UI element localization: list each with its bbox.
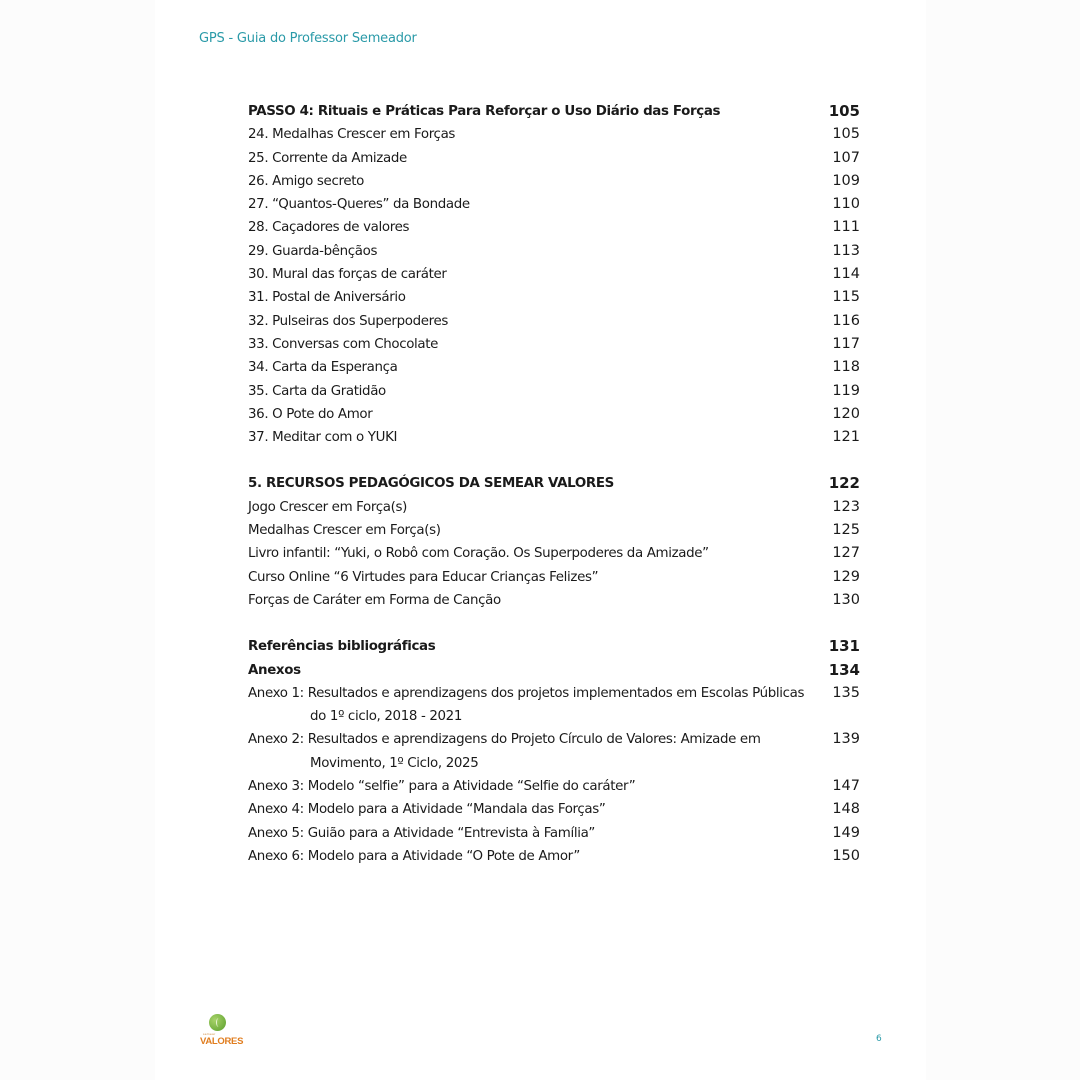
toc-section-heading[interactable]	[248, 659, 860, 682]
toc-entry-page: 139	[832, 731, 860, 748]
toc-entry-title: 36. O Pote do Amor	[248, 406, 373, 422]
toc-entry-page: 134	[828, 660, 860, 679]
table-of-contents	[248, 100, 860, 868]
toc-entry-title: Anexo 3: Modelo “selfie” para a Atividade “Selfie do caráter”	[248, 779, 636, 795]
semear-valores-logo	[200, 1014, 244, 1052]
toc-entry-title: 31. Postal de Aniversário	[248, 290, 406, 306]
toc-entry-title: 29. Guarda-bênçãos	[248, 243, 378, 259]
toc-entry-page: 120	[832, 405, 860, 422]
toc-entry-title: 27. “Quantos-Queres” da Bondade	[248, 197, 470, 213]
toc-entry-title: PASSO 4: Rituais e Práticas Para Reforçar o Uso Diário das Forças	[248, 104, 721, 119]
section-spacer	[248, 449, 860, 472]
toc-entry[interactable]	[248, 728, 860, 775]
toc-entry-title: 30. Mural das forças de caráter	[248, 267, 447, 283]
toc-entry-page: 127	[832, 545, 860, 562]
toc-entry[interactable]	[248, 240, 860, 263]
running-header: GPS - Guia do Professor Semeador	[199, 31, 417, 46]
toc-section-heading[interactable]	[248, 100, 860, 123]
toc-entry-page: 125	[832, 522, 860, 539]
toc-entry[interactable]	[248, 310, 860, 333]
toc-entry-page: 107	[832, 149, 860, 166]
toc-entry-title: Forças de Caráter em Forma de Canção	[248, 592, 501, 608]
toc-entry[interactable]	[248, 356, 860, 379]
toc-entry-title: 32. Pulseiras dos Superpoderes	[248, 313, 448, 329]
toc-entry-title: 25. Corrente da Amizade	[248, 150, 407, 166]
toc-entry-page: 122	[828, 474, 860, 493]
toc-entry[interactable]	[248, 775, 860, 798]
toc-entry-title: Anexos	[248, 662, 301, 678]
toc-entry-page: 116	[832, 312, 860, 329]
toc-entry-page: 109	[832, 172, 860, 189]
toc-entry-page: 123	[832, 498, 860, 515]
toc-entry-title: 26. Amigo secreto	[248, 173, 364, 189]
toc-entry-title: Jogo Crescer em Força(s)	[248, 499, 407, 515]
toc-entry-page: 121	[832, 429, 860, 446]
toc-entry[interactable]	[248, 286, 860, 309]
toc-entry[interactable]	[248, 542, 860, 565]
toc-entry-page: 111	[832, 219, 860, 236]
toc-entry-page: 147	[832, 778, 860, 795]
toc-entry[interactable]	[248, 845, 860, 868]
toc-entry[interactable]	[248, 496, 860, 519]
toc-section-heading[interactable]	[248, 472, 860, 495]
toc-entry-title: 24. Medalhas Crescer em Forças	[248, 127, 456, 143]
toc-entry[interactable]	[248, 263, 860, 286]
toc-entry-title: Livro infantil: “Yuki, o Robô com Coração. Os Superpoderes da Amizade”	[248, 546, 709, 562]
toc-entry[interactable]	[248, 566, 860, 589]
toc-entry[interactable]	[248, 170, 860, 193]
toc-entry[interactable]	[248, 682, 860, 729]
toc-entry-title: Anexo 6: Modelo para a Atividade “O Pote de Amor”	[248, 848, 580, 864]
toc-entry-title: Curso Online “6 Virtudes para Educar Crianças Felizes”	[248, 569, 599, 585]
toc-entry-page: 130	[832, 591, 860, 608]
toc-entry-page: 117	[832, 335, 860, 352]
toc-entry[interactable]	[248, 193, 860, 216]
toc-entry-title: Anexo 4: Modelo para a Atividade “Mandala das Forças”	[248, 802, 606, 818]
section-spacer	[248, 612, 860, 635]
leaf-icon	[216, 1018, 221, 1027]
toc-entry[interactable]	[248, 123, 860, 146]
toc-entry[interactable]	[248, 403, 860, 426]
toc-entry-title: 34. Carta da Esperança	[248, 360, 398, 376]
toc-entry-page: 114	[832, 266, 860, 283]
toc-entry-title: Medalhas Crescer em Força(s)	[248, 523, 441, 539]
logo-tagline: semear	[203, 1032, 216, 1036]
toc-entry[interactable]	[248, 380, 860, 403]
toc-entry-page: 105	[828, 102, 860, 120]
toc-entry-page: 113	[832, 242, 860, 259]
toc-entry-title: 35. Carta da Gratidão	[248, 383, 386, 399]
toc-entry-title: Anexo 1: Resultados e aprendizagens dos projetos implementados em Escolas Públicas do 1º ciclo, 2018 - 2021	[248, 685, 805, 725]
toc-entry[interactable]	[248, 822, 860, 845]
toc-entry-title: 5. RECURSOS PEDAGÓGICOS DA SEMEAR VALORES	[248, 476, 614, 492]
toc-entry-title: Anexo 5: Guião para a Atividade “Entrevista à Família”	[248, 825, 596, 841]
toc-entry[interactable]	[248, 519, 860, 542]
toc-entry-title: 33. Conversas com Chocolate	[248, 336, 439, 352]
toc-entry-page: 149	[832, 824, 860, 841]
toc-section-heading[interactable]	[248, 635, 860, 658]
toc-entry-page: 115	[832, 289, 860, 306]
toc-entry-page: 105	[832, 126, 860, 143]
toc-entry[interactable]	[248, 426, 860, 449]
toc-entry-page: 131	[828, 637, 860, 656]
toc-entry-title: Anexo 2: Resultados e aprendizagens do Projeto Círculo de Valores: Amizade em Movimento, 1º Ciclo, 2025	[248, 732, 761, 771]
toc-entry-page: 135	[832, 684, 860, 701]
toc-entry-title: 37. Meditar com o YUKI	[248, 430, 398, 446]
toc-entry-page: 150	[832, 847, 860, 864]
logo-brand-text: VALORES	[200, 1036, 244, 1047]
toc-entry-page: 110	[832, 196, 860, 213]
toc-entry[interactable]	[248, 589, 860, 612]
page-number: 6	[876, 1034, 882, 1044]
toc-entry-title: Referências bibliográficas	[248, 639, 436, 655]
toc-entry-page: 148	[832, 801, 860, 818]
toc-entry[interactable]	[248, 147, 860, 170]
toc-entry-page: 129	[832, 568, 860, 585]
document-page	[155, 0, 926, 1080]
toc-entry-title: 28. Caçadores de valores	[248, 220, 410, 236]
toc-entry[interactable]	[248, 216, 860, 239]
toc-entry[interactable]	[248, 798, 860, 821]
toc-entry[interactable]	[248, 333, 860, 356]
toc-entry-page: 119	[832, 382, 860, 399]
toc-entry-page: 118	[832, 359, 860, 376]
